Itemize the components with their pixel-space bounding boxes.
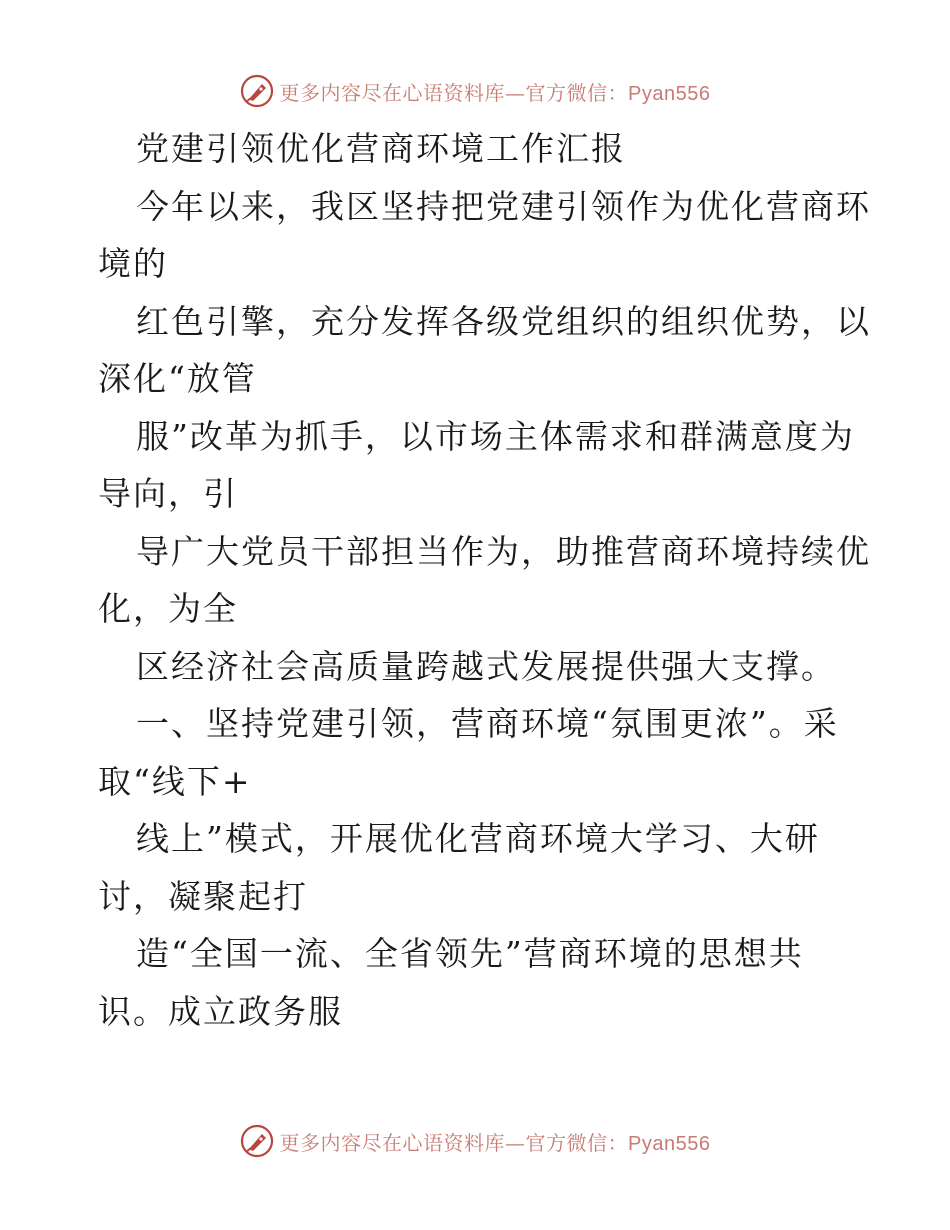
text-line: 化，为全 xyxy=(98,589,238,628)
watermark-text: 更多内容尽在心语资料库—官方微信：Pyan556 xyxy=(279,1130,711,1155)
watermark-text: 更多内容尽在心语资料库—官方微信：Pyan556 xyxy=(279,80,711,105)
text-line: 线上”模式，开展优化营商环境大学习、大研 xyxy=(136,819,820,858)
text-line: 一、坚持党建引领，营商环境“氛围更浓”。采 xyxy=(136,704,839,743)
text-line: 党建引领优化营商环境工作汇报 xyxy=(136,129,626,168)
text-line: 导向，引 xyxy=(98,474,238,513)
text-line: 红色引擎，充分发挥各级党组织的组织优势，以 xyxy=(136,301,871,341)
text-line: 造“全国一流、全省领先”营商环境的思想共 xyxy=(136,934,804,973)
text-line: 区经济社会高质量跨越式发展提供强大支撑。 xyxy=(136,646,836,686)
text-line: 识。成立政务服 xyxy=(98,991,343,1031)
text-line: 服”改革为抓手，以市场主体需求和群满意度为 xyxy=(136,416,855,456)
footer-watermark xyxy=(0,1121,950,1161)
text-line: 深化“放管 xyxy=(98,359,257,398)
text-line: 导广大党员干部担当作为，助推营商环境持续优 xyxy=(136,531,871,571)
text-line: 今年以来，我区坚持把党建引领作为优化营商环 xyxy=(136,186,871,226)
header-watermark xyxy=(0,71,950,111)
text-line: 境的 xyxy=(98,244,168,283)
pen-nib-logo-icon xyxy=(240,1124,274,1158)
document-body xyxy=(98,120,871,1040)
pen-nib-logo-icon xyxy=(240,74,274,108)
text-line: 取“线下+ xyxy=(98,761,252,801)
text-line: 讨，凝聚起打 xyxy=(98,876,308,916)
